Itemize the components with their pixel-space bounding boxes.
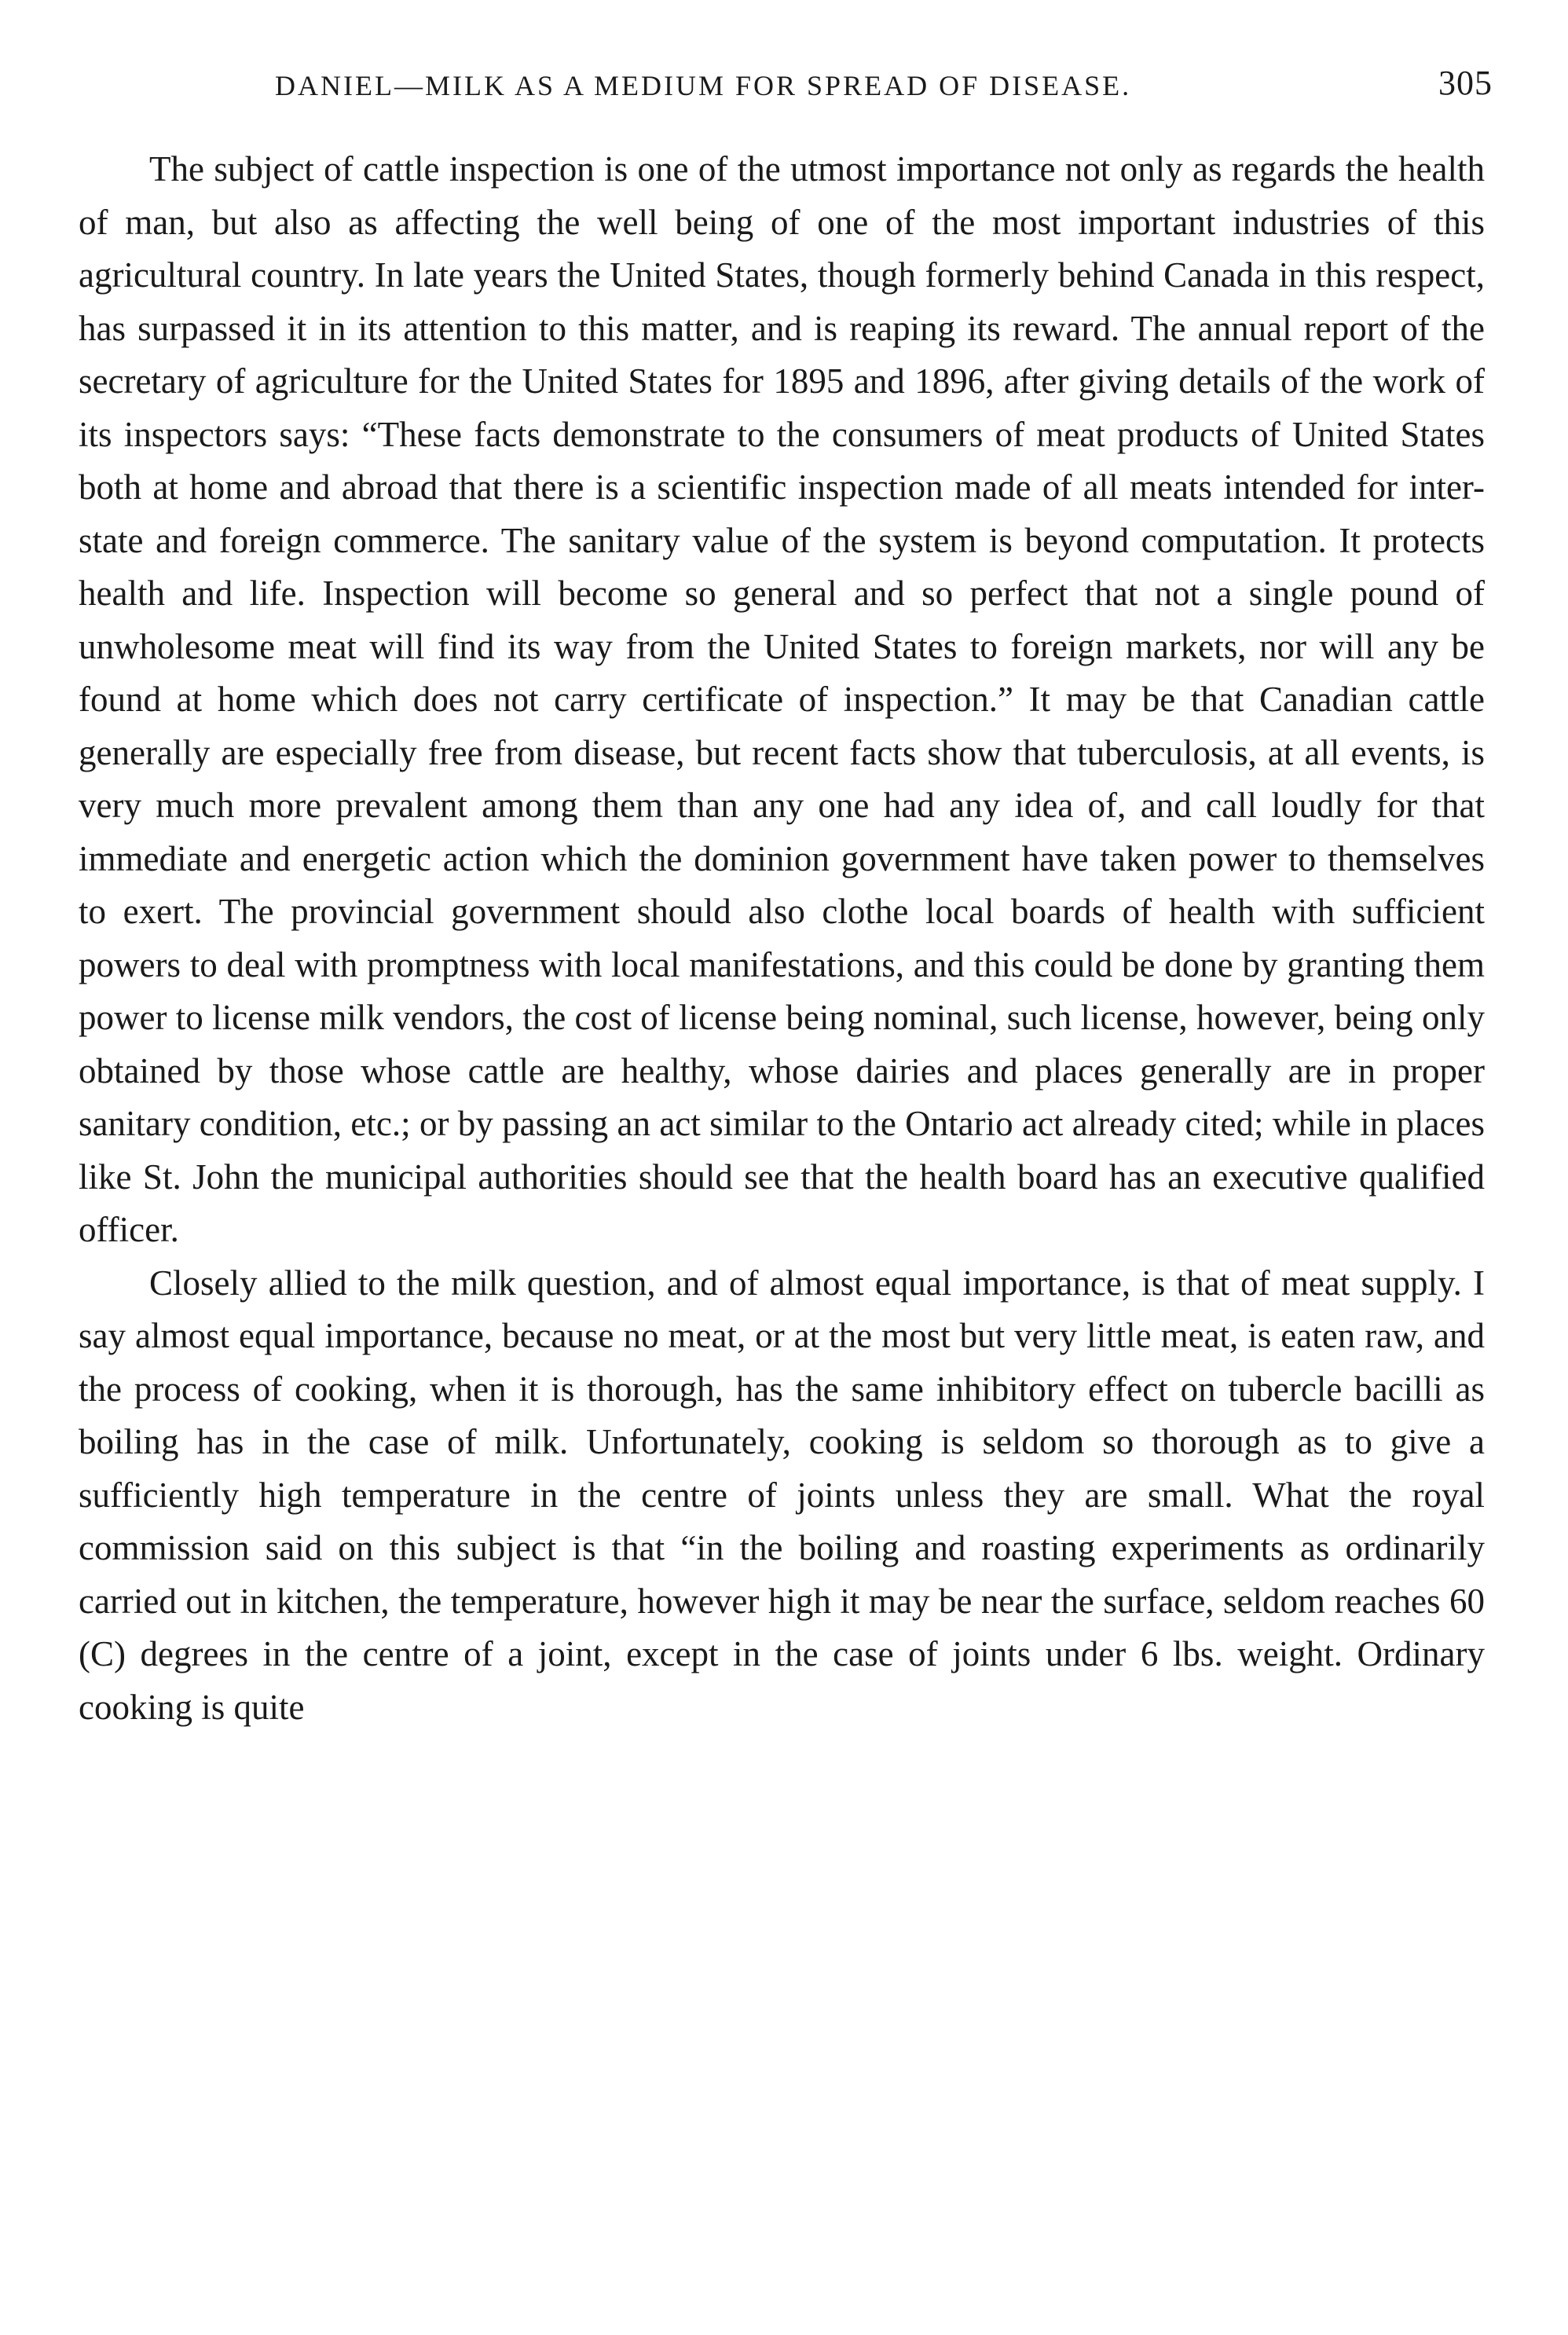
running-title: DANIEL—MILK AS A MEDIUM FOR SPREAD OF DISEASE. — [275, 70, 1132, 101]
page-number: 305 — [1438, 64, 1493, 102]
running-head — [79, 55, 1493, 118]
page — [79, 55, 1493, 1734]
paragraph-cattle-inspection: The subject of cattle inspection is one of the utmost importance not only as regards the health of man, but also as affecting the well being of one of the most important industries of this agricultural country. In late years the United States, though formerly behind Canada in this respect, has surpassed it in its attention to this matter, and is reaping its reward. The annual report of the secretary of agriculture for the United States for 1895 and 1896, after giving details of the work of its inspectors says: “These facts demonstrate to the consumers of meat products of United States both at home and abroad that there is a scientific inspection made of all meats intended for inter-state and foreign commerce. The sanitary value of the system is beyond computation. It protects health and life. Inspection will become so general and so perfect that not a single pound of unwholesome meat will find its way from the United States to foreign markets, nor will any be found at home which does not carry certificate of inspection.” It may be that Canadian cattle generally are especially free from disease, but recent facts show that tuberculosis, at all events, is very much more prevalent among them than any one had any idea of, and call loudly for that immediate and energetic action which the dominion government have taken power to themselves to exert. The provincial government should also clothe local boards of health with sufficient powers to deal with promptness with local manifestations, and this could be done by granting them power to license milk vendors, the cost of license being nominal, such license, however, being only obtained by those whose cattle are healthy, whose dairies and places generally are in proper sanitary condition, etc.; or by passing an act similar to the Ontario act already cited; while in places like St. John the municipal authorities should see that the health board has an executive qualified officer. — [79, 149, 1485, 1249]
body-text — [79, 143, 1485, 1734]
paragraph-meat-supply: Closely allied to the milk question, and of almost equal importance, is that of meat supply. I say almost equal importance, because no meat, or at the most but very little meat, is eaten raw, and the process of cooking, when it is thorough, has the same inhibitory effect on tubercle bacilli as boiling has in the case of milk. Unfortunately, cooking is seldom so thorough as to give a sufficiently high temperature in the centre of joints unless they are small. What the royal commission said on this subject is that “in the boiling and roasting experiments as ordinarily carried out in kitchen, the temperature, however high it may be near the surface, seldom reaches 60 (C) degrees in the centre of a joint, except in the case of joints under 6 lbs. weight. Ordinary cooking is quite — [79, 1263, 1485, 1727]
